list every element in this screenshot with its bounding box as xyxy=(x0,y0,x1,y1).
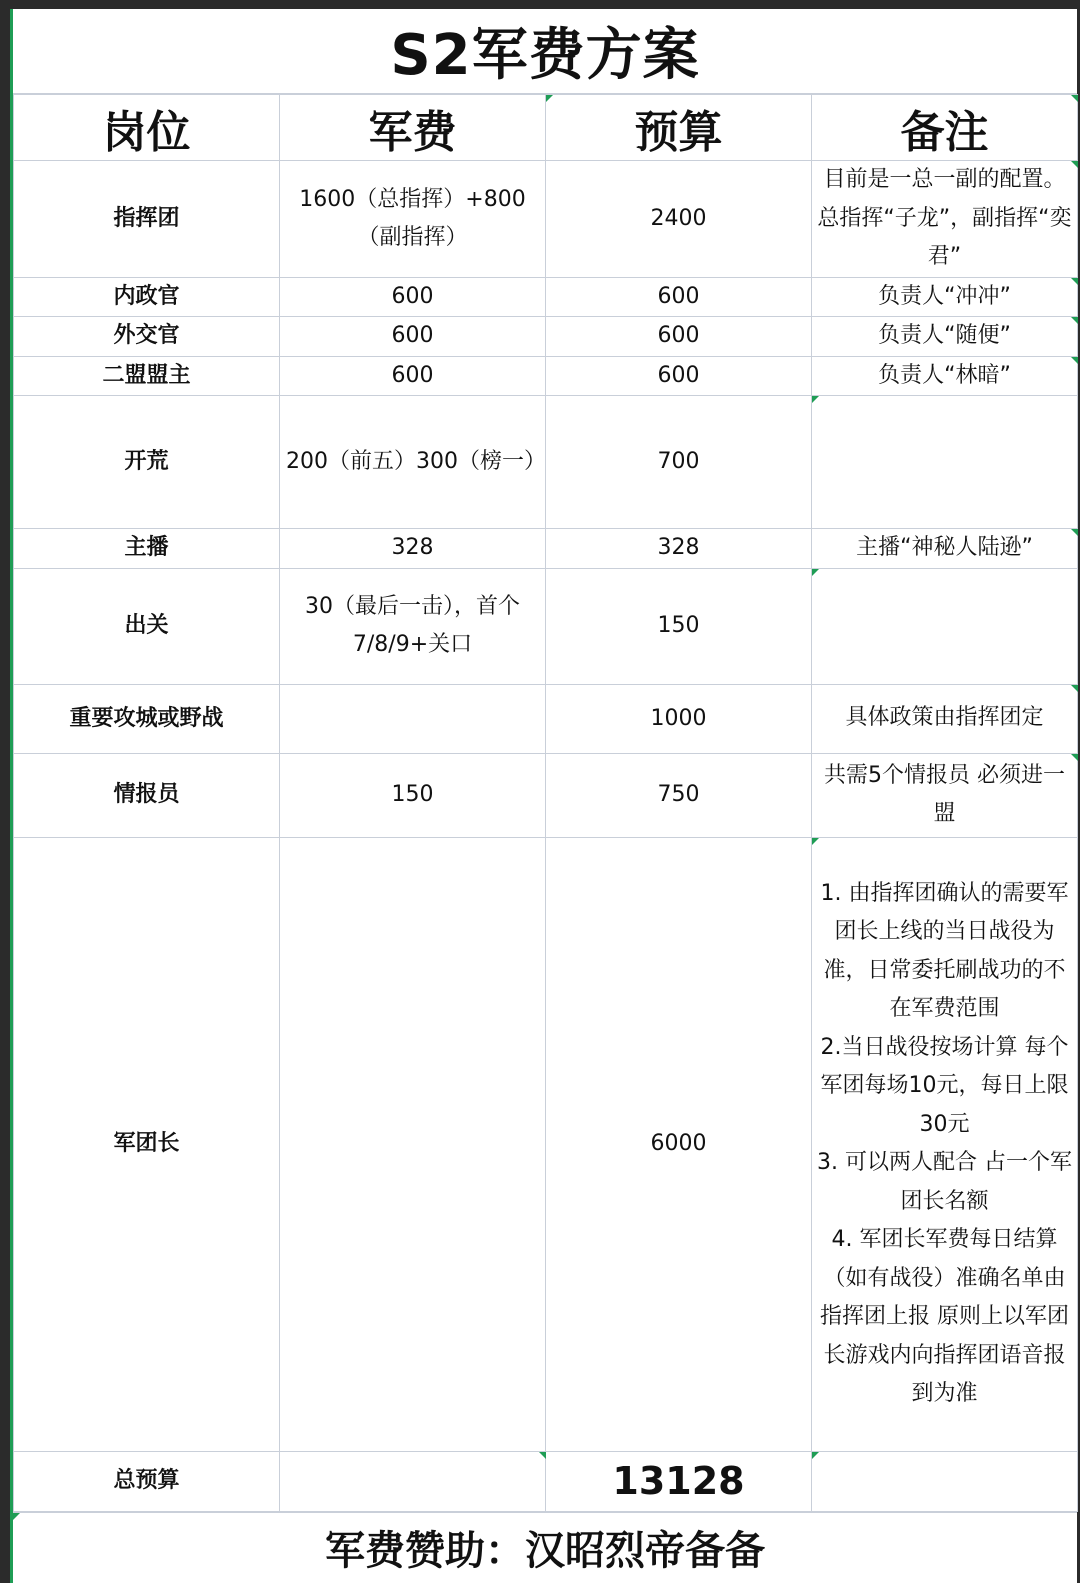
cell-fee[interactable] xyxy=(280,684,546,753)
cell-notes[interactable]: 具体政策由指挥团定 xyxy=(812,684,1078,753)
cell-budget[interactable]: 600 xyxy=(546,317,812,357)
cell-budget[interactable]: 328 xyxy=(546,529,812,569)
table-row xyxy=(14,356,1078,396)
total-label[interactable]: 总预算 xyxy=(14,1451,280,1511)
cell-fee[interactable]: 30（最后一击），首个7/8/9+关口 xyxy=(280,568,546,684)
table-row xyxy=(14,753,1078,837)
table-row xyxy=(14,396,1078,529)
cell-notes[interactable] xyxy=(812,568,1078,684)
table-row xyxy=(14,161,1078,278)
total-fee-cell[interactable] xyxy=(280,1451,546,1511)
cell-role[interactable]: 出关 xyxy=(14,568,280,684)
cell-notes[interactable]: 负责人“林暗” xyxy=(812,356,1078,396)
cell-budget[interactable]: 600 xyxy=(546,277,812,317)
cell-fee[interactable] xyxy=(280,837,546,1451)
cell-budget[interactable]: 700 xyxy=(546,396,812,529)
cell-budget[interactable]: 6000 xyxy=(546,837,812,1451)
table-row xyxy=(14,684,1078,753)
cell-fee[interactable]: 1600（总指挥）+800（副指挥） xyxy=(280,161,546,278)
cell-notes[interactable] xyxy=(812,396,1078,529)
cell-fee[interactable]: 150 xyxy=(280,753,546,837)
cell-role[interactable]: 军团长 xyxy=(14,837,280,1451)
table-row xyxy=(14,837,1078,1451)
sponsor-footer: 军费赞助：汉昭烈帝备备 xyxy=(13,1512,1077,1583)
cell-notes[interactable]: 目前是一总一副的配置。总指挥“子龙”，副指挥“奕君” xyxy=(812,161,1078,278)
header-notes[interactable]: 备注 xyxy=(812,95,1078,161)
cell-fee[interactable]: 200（前五）300（榜一） xyxy=(280,396,546,529)
header-budget[interactable]: 预算 xyxy=(546,95,812,161)
total-value[interactable]: 13128 xyxy=(546,1451,812,1511)
cell-role[interactable]: 主播 xyxy=(14,529,280,569)
cell-notes[interactable]: 负责人“冲冲” xyxy=(812,277,1078,317)
cell-budget[interactable]: 2400 xyxy=(546,161,812,278)
cell-notes[interactable]: 共需5个情报员 必须进一盟 xyxy=(812,753,1078,837)
header-row xyxy=(14,95,1078,161)
sheet-title: S2军费方案 xyxy=(13,9,1077,94)
cell-fee[interactable]: 600 xyxy=(280,277,546,317)
cell-role[interactable]: 开荒 xyxy=(14,396,280,529)
table-row xyxy=(14,568,1078,684)
cell-role[interactable]: 外交官 xyxy=(14,317,280,357)
cell-role[interactable]: 指挥团 xyxy=(14,161,280,278)
table-row xyxy=(14,529,1078,569)
cell-notes[interactable]: 1. 由指挥团确认的需要军团长上线的当日战役为准，日常委托刷战功的不在军费范围 2.当日战役按场计算 每个军团每场10元，每日上限30元 3. 可以两人配合 占一个军团长名额 4. 军团长军费每日结算（如有战役）准确名单由指挥团上报 原则上以军团长游戏内向指挥团语音报到为准 xyxy=(812,837,1078,1451)
table-row xyxy=(14,317,1078,357)
cell-role[interactable]: 重要攻城或野战 xyxy=(14,684,280,753)
cell-budget[interactable]: 750 xyxy=(546,753,812,837)
cell-role[interactable]: 内政官 xyxy=(14,277,280,317)
cell-notes[interactable]: 负责人“随便” xyxy=(812,317,1078,357)
cell-fee[interactable]: 600 xyxy=(280,317,546,357)
spreadsheet xyxy=(10,9,1077,1583)
header-position[interactable]: 岗位 xyxy=(14,95,280,161)
total-notes-cell[interactable] xyxy=(812,1451,1078,1511)
cell-role[interactable]: 情报员 xyxy=(14,753,280,837)
cell-notes[interactable]: 主播“神秘人陆逊” xyxy=(812,529,1078,569)
cell-role[interactable]: 二盟盟主 xyxy=(14,356,280,396)
table-row xyxy=(14,277,1078,317)
cell-budget[interactable]: 150 xyxy=(546,568,812,684)
header-fee[interactable]: 军费 xyxy=(280,95,546,161)
cell-budget[interactable]: 1000 xyxy=(546,684,812,753)
total-row xyxy=(14,1451,1078,1511)
cell-fee[interactable]: 328 xyxy=(280,529,546,569)
cell-fee[interactable]: 600 xyxy=(280,356,546,396)
budget-table xyxy=(13,94,1078,1512)
cell-budget[interactable]: 600 xyxy=(546,356,812,396)
